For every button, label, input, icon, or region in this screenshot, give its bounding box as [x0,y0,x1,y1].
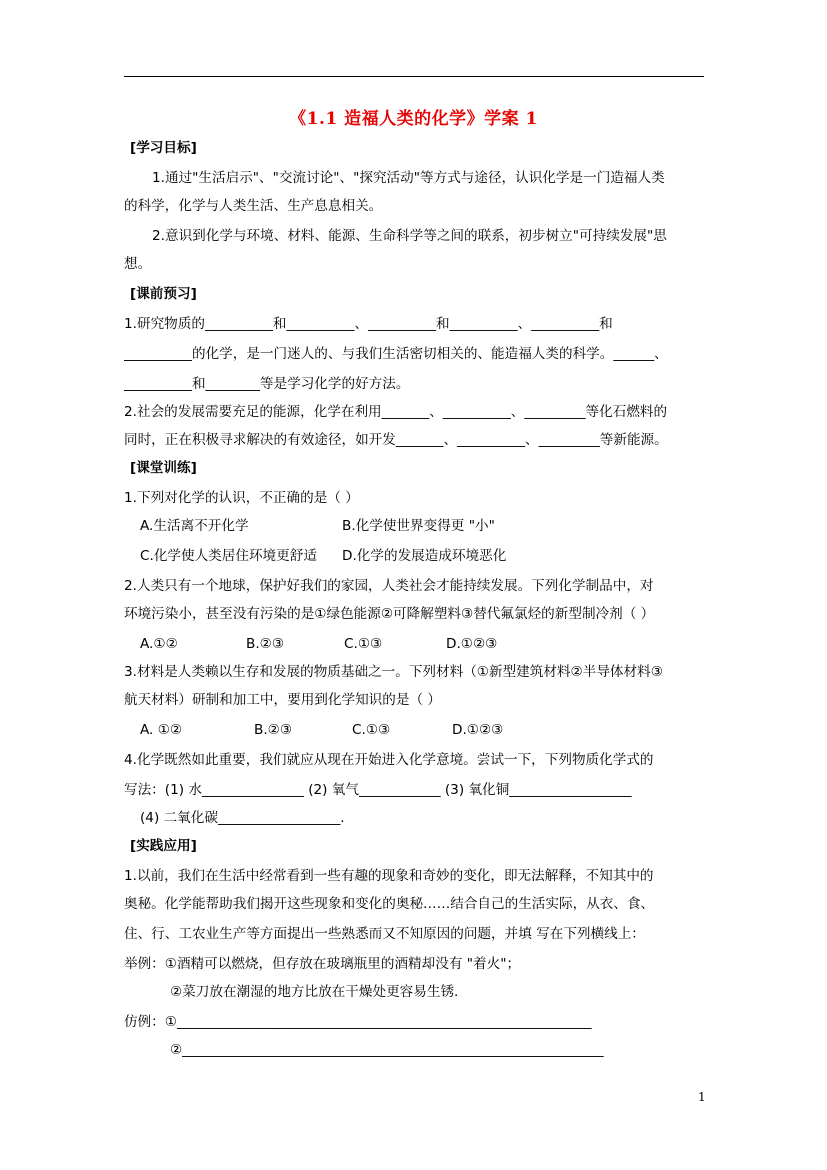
section-heading-preview: [课前预习] [130,286,197,302]
practice-line: 住、行、工农业生产等方面提出一些熟悉而又不知原因的问题，并填 写在下列横线上： [124,926,645,942]
question-4-stem: (4) 二氧化碳__________________. [140,810,345,826]
question-4-stem: 4.化学既然如此重要，我们就应从现在开始进入化学意境。尝试一下，下列物质化学式的 [124,752,654,768]
question-3-stem: 3.材料是人类赖以生存和发展的物质基础之一。下列材料（①新型建筑材料②半导体材料③ [124,664,663,680]
preview-line: 1.研究物质的__________和__________、__________和__________、__________和 [124,316,613,332]
practice-example-line: 举例：①酒精可以燃烧，但存放在玻璃瓶里的酒精却没有 "着火"； [124,956,521,972]
section-heading-classroom: [课堂训练] [130,460,197,476]
q3-option-a: A. ①② [140,722,183,738]
section-heading-practice: [实践应用] [130,838,197,854]
q2-option-d: D.①②③ [446,636,498,652]
preview-line: __________的化学，是一门迷人的、与我们生活密切相关的、能造福人类的科学。______、 [124,346,668,362]
q3-option-d: D.①②③ [452,722,504,738]
question-2-stem: 2.人类只有一个地球，保护好我们的家园，人类社会才能持续发展。下列化学制品中，对 [124,578,654,594]
preview-line: __________和________等是学习化学的好方法。 [124,376,410,392]
q2-option-b: B.②③ [246,636,285,652]
q2-option-c: C.①③ [344,636,383,652]
q1-option-c: C.化学使人类居住环境更舒适 [140,548,317,564]
document-title: 《1.1 造福人类的化学》学案 1 [289,109,538,129]
q1-option-d: D.化学的发展造成环境恶化 [342,548,507,564]
q1-option-a: A.生活离不开化学 [140,518,249,534]
practice-line: 奥秘。化学能帮助我们揭开这些现象和变化的奥秘……结合自己的生活实际，从衣、食、 [124,896,655,912]
goal-line: 的科学，化学与人类生活、生产息息相关。 [124,198,383,214]
question-3-stem: 航天材料）研制和加工中，要用到化学知识的是（ ） [124,692,441,708]
practice-answer-line: 仿例：①_____________________________________________________________ [124,1014,592,1030]
goal-line: 想。 [124,256,152,272]
preview-line: 同时，正在积极寻求解决的有效途径，如开发_______、__________、_________等新能源。 [124,432,668,448]
goal-line: 2.意识到化学与环境、材料、能源、生命科学等之间的联系，初步树立"可持续发展"思 [152,228,667,244]
section-heading-goals: [学习目标] [130,140,197,156]
question-4-stem: 写法：(1) 水_______________ (2) 氧气____________ (3) 氧化铜__________________ [124,782,632,798]
header-rule [124,76,704,77]
q2-option-a: A.①② [140,636,178,652]
practice-line: 1.以前，我们在生活中经常看到一些有趣的现象和奇妙的变化，即无法解释，不知其中的 [124,868,654,884]
question-1-stem: 1.下列对化学的认识，不正确的是（ ） [124,490,359,506]
q3-option-b: B.②③ [254,722,293,738]
q1-option-b: B.化学使世界变得更 "小" [342,518,495,534]
practice-example-line: ②菜刀放在潮湿的地方比放在干燥处更容易生锈. [170,984,459,1000]
question-2-stem: 环境污染小，甚至没有污染的是①绿色能源②可降解塑料③替代氟氯烃的新型制冷剂（ ） [124,606,655,622]
preview-line: 2.社会的发展需要充足的能源，化学在利用_______、__________、_________等化石燃料的 [124,404,668,420]
q3-option-c: C.①③ [352,722,391,738]
page-number: 1 [698,1090,706,1104]
goal-line: 1.通过"生活启示"、"交流讨论"、"探究活动"等方式与途径，认识化学是一门造福人类 [152,170,665,186]
practice-answer-line: ②______________________________________________________________ [170,1042,604,1058]
